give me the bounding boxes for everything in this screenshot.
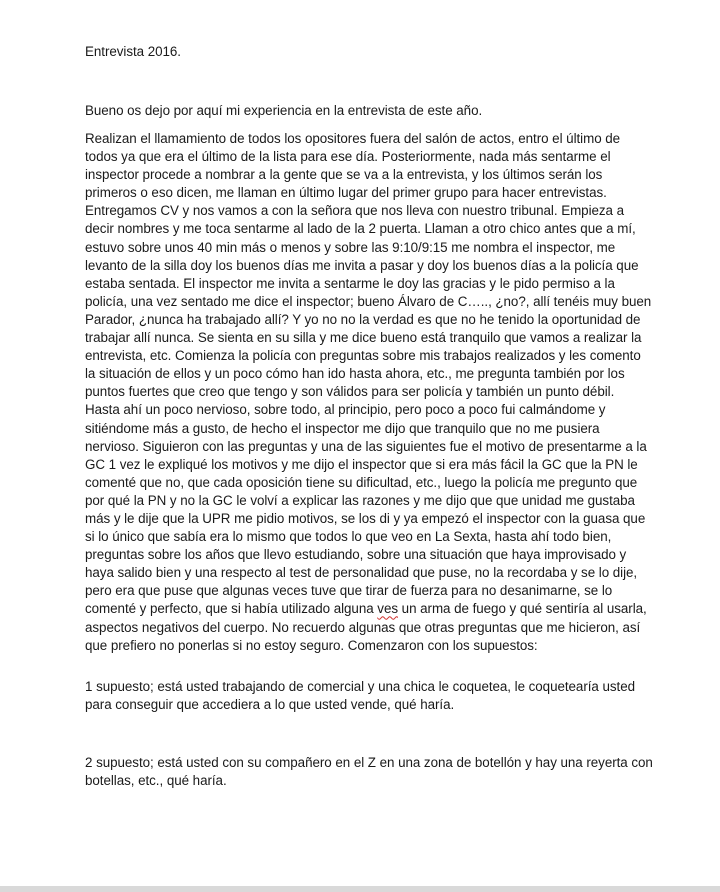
body-line: estaba sentada. El inspector me invita a sentarme le doy las gracias y le pido permiso a la: [85, 275, 615, 291]
question-line: botellas, etc., qué haría.: [85, 773, 227, 789]
body-line: haya salido bien y una respecto al test de personalidad que puse, no la recordaba y se lo dije,: [85, 565, 638, 581]
body-line: entrevista, etc. Comienza la policía con preguntas sobre mis trabajos realizados y les comento: [85, 348, 641, 364]
body-line: comenté que no, que cada oposición tiene su dificultad, etc., luego la policía me pregunto que: [85, 474, 638, 490]
body-line: inspector procede a nombrar a la gente que se va a la entrevista, y los últimos serán los: [85, 167, 603, 183]
body-line: Parador, ¿nunca ha trabajado allí? Y yo no no la verdad es que no he tenido la oportunidad de: [85, 311, 641, 327]
body-paragraph: [85, 130, 652, 655]
body-line: por qué la PN y no la GC le volví a explicar las razones y me dijo que que unidad me gustaba: [85, 492, 635, 508]
question-2: [85, 754, 653, 790]
page-bottom-edge: [0, 886, 720, 892]
body-line: aspectos negativos del cuerpo. No recuerdo algunas que otras preguntas que me hicieron, así: [85, 619, 641, 635]
body-line: levanto de la silla doy los buenos días me invita a pasar y doy los buenos días a la policía que: [85, 257, 639, 273]
intro-line: Bueno os dejo por aquí mi experiencia en la entrevista de este año.: [85, 103, 483, 118]
body-line: preguntas sobre los años que llevo estudiando, sobre una situación que haya improvisado y: [85, 547, 627, 563]
body-line: estuvo sobre unos 40 min más o menos y sobre las 9:10/9:15 me nombra el inspector, me: [85, 239, 616, 255]
question-line: 1 supuesto; está usted trabajando de comercial y una chica le coquetea, le coquetearía usted: [85, 679, 635, 694]
question-line: 2 supuesto; está usted con su compañero en el Z en una zona de botellón y hay una reyerta con: [85, 755, 653, 770]
body-line: que prefiero no ponerlas si no estoy seguro. Comenzaron con los supuestos:: [85, 637, 538, 653]
body-line: Entregamos CV y nos vamos a con la señora que nos lleva con nuestro tribunal. Empieza a: [85, 203, 625, 219]
body-line: comenté y perfecto, que si había utilizado alguna ves un arma de fuego y qué sentiría al usarla,: [85, 601, 647, 617]
body-line: pero era que puse que algunas veces tuve que tirar de fuerza para no desanimarne, se lo: [85, 583, 613, 599]
question-line: para conseguir que accediera a lo que usted vende, qué haría.: [85, 697, 455, 713]
body-line: más y le dije que la UPR me pidio motivos, se los di y ya empezó el inspector con la guasa que: [85, 510, 646, 526]
intro-paragraph: [85, 102, 640, 120]
body-line: GC 1 vez le expliqué los motivos y me dijo el inspector que si era más fácil la GC que la PN le: [85, 456, 638, 472]
body-line: la situación de ellos y un poco cómo han ido hasta ahora, etc., me pregunta también por los: [85, 366, 625, 382]
body-line: policía, una vez sentado me dice el inspector; bueno Álvaro de C….., ¿no?, allí tenéis muy buen: [85, 293, 652, 309]
body-line: puntos fuertes que creo que tengo y son válidos para ser policía y también un punto débil.: [85, 384, 615, 400]
body-line: primeros o eso dicen, me llaman en último lugar del primer grupo para hacer entrevistas.: [85, 185, 607, 201]
body-line: nervioso. Siguieron con las preguntas y una de las siguientes fue el motivo de presentarme a la: [85, 438, 647, 454]
body-line: todos ya que era el último de la lista para ese día. Posteriormente, nada más sentarme el: [85, 149, 611, 165]
body-line: sitiéndome más a gusto, de hecho el inspector me dijo que tranquilo que no me pusiera: [85, 420, 600, 436]
body-line: decir nombres y me toca sentarme al lado de la 2 puerta. Llaman a otro chico antes que a mí,: [85, 221, 636, 237]
body-line: si lo único que sabía era lo mismo que todos lo que veo en La Sexta, hasta ahí todo bien,: [85, 529, 612, 545]
spellcheck-flag: ves: [377, 601, 398, 617]
body-line: Hasta ahí un poco nervioso, sobre todo, al principio, pero poco a poco fui calmándome y: [85, 402, 606, 418]
body-line: trabajar allí nunca. Se sienta en su silla y me dice bueno está tranquilo que vamos a realizar la: [85, 330, 642, 346]
question-1: [85, 678, 640, 714]
body-line: Realizan el llamamiento de todos los opositores fuera del salón de actos, entro el último de: [85, 131, 621, 146]
document-title: [85, 43, 640, 61]
title-line: Entrevista 2016.: [85, 44, 181, 59]
